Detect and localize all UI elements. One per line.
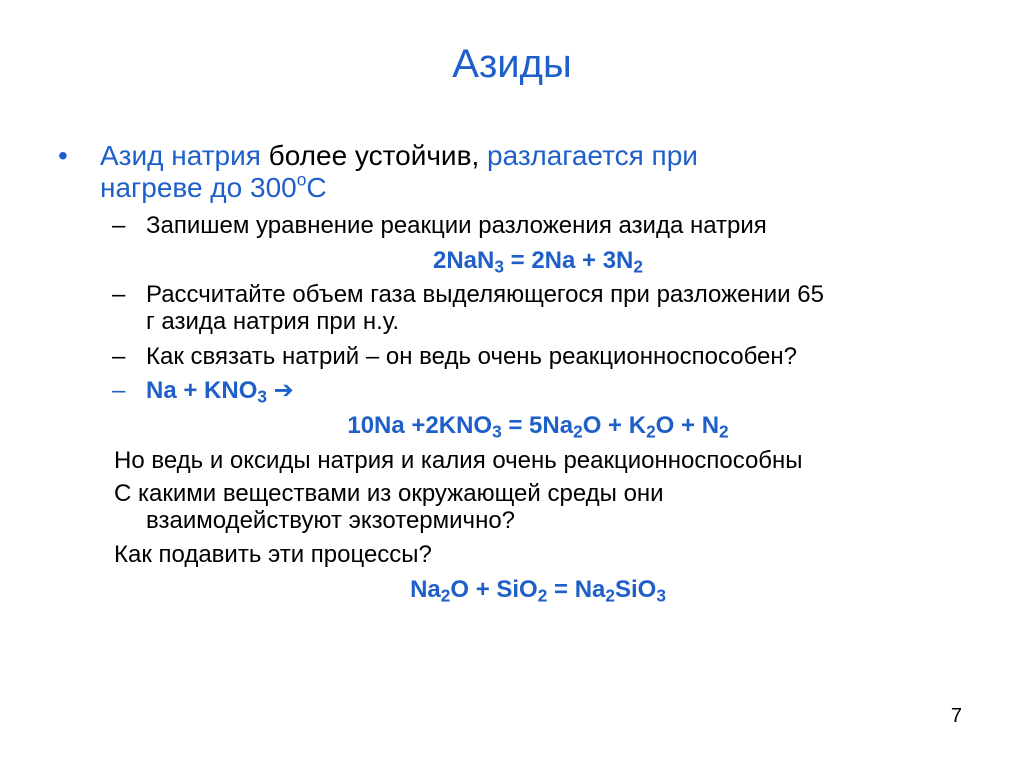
sub-point-equation-task: Запишем уравнение реакции разложения азида натрия (146, 212, 767, 239)
dash-marker: – (112, 212, 126, 239)
sub-point-calculate: Рассчитайте объем газа выделяющегося при разложении 65 г азида натрия при н.у. (146, 281, 824, 335)
sub-point-reaction: $Na + KNO_3$ ➔ (146, 377, 294, 407)
sub-point-bind-sodium: Как связать натрий – он ведь очень реакционноспособен? (146, 343, 797, 370)
slide-title: Азиды (452, 42, 572, 86)
line-environment: С какими веществами из окружающей среды они взаимодействуют экзотермично? (114, 480, 664, 534)
dash-marker: – (112, 281, 126, 308)
equation-sodium-nitrate: $10Na +2KNO_3 = 5Na_2O + K_2O + N_2$ (347, 412, 729, 442)
dash-marker: – (112, 343, 126, 370)
line-suppress: Как подавить эти процессы? (114, 541, 432, 568)
main-point-stability: более устойчив, (260, 140, 487, 171)
main-point (100, 140, 880, 204)
page-number: 7 (950, 705, 962, 727)
bullet-marker: • (58, 140, 68, 171)
equation-decomposition: $2NaN_3 = 2Na + 3N_2$ (433, 247, 643, 277)
equation-silicate: $Na_2O + SiO_2 = Na_2SiO_3$ (410, 576, 666, 606)
main-point-decomposes: разлагается при (487, 140, 698, 171)
dash-marker: – (112, 377, 126, 404)
main-point-temperature: нагреве до 300$^o$C (100, 169, 327, 203)
main-point-subject: Азид натрия (100, 140, 261, 171)
line-oxides: Но ведь и оксиды натрия и калия очень реакционноспособны (114, 447, 803, 474)
arrow-right-icon: ➔ (273, 377, 294, 404)
